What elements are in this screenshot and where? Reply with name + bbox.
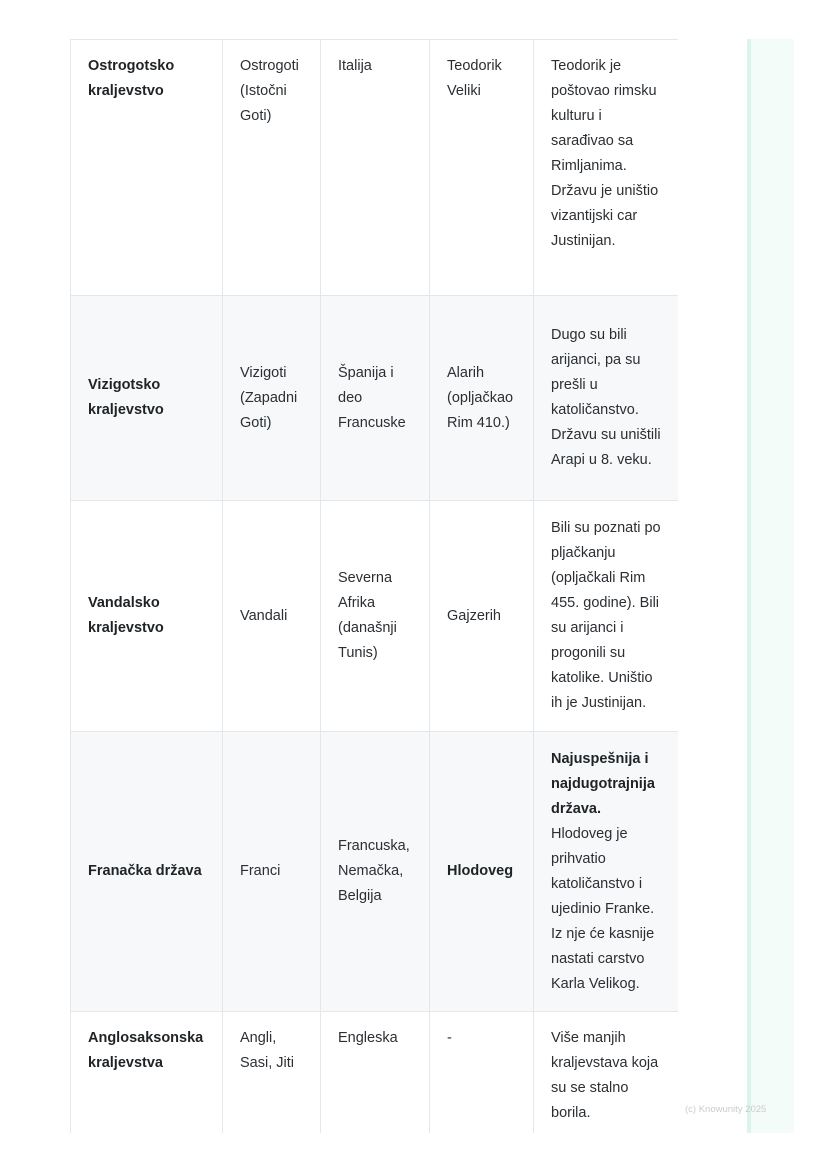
territory-cell: Španija i deo Francuske [321, 296, 430, 501]
people-cell: Franci [223, 732, 321, 1012]
note-text: Hlodoveg je prihvatio katoličanstvo i ujedinio Franke. Iz nje će kasnije nastati carstvo Karla Velikog. [551, 825, 655, 992]
table-row [71, 296, 679, 501]
people-cell: Vandali [223, 501, 321, 732]
territory-cell: Francuska, Nemačka, Belgija [321, 732, 430, 1012]
people-cell: Ostrogoti (Istočni Goti) [223, 40, 321, 296]
ruler-cell: Alarih (opljačkao Rim 410.) [430, 296, 534, 501]
table-row [71, 1012, 679, 1134]
kingdom-name-cell: Vandalsko kraljevstvo [71, 501, 223, 732]
note-cell: Više manjih kraljevstava koja su se stalno borila. [534, 1012, 679, 1134]
note-cell: Dugo su bili arijanci, pa su prešli u katoličanstvo. Državu su uništili Arapi u 8. veku. [534, 296, 679, 501]
document-page [70, 39, 678, 1133]
territory-cell: Italija [321, 40, 430, 296]
ruler-cell: Hlodoveg [430, 732, 534, 1012]
people-cell: Vizigoti (Zapadni Goti) [223, 296, 321, 501]
copyright-watermark: (c) Knowunity 2025 [685, 1104, 767, 1115]
ruler-cell: Teodorik Veliki [430, 40, 534, 296]
note-highlight: Najuspešnija i najdugotrajnija država. [551, 750, 655, 817]
table-row [71, 501, 679, 732]
kingdom-name-cell: Anglosaksonska kraljevstva [71, 1012, 223, 1134]
kingdoms-table [70, 39, 678, 1133]
ruler-cell: Gajzerih [430, 501, 534, 732]
side-margin-strip [747, 39, 794, 1133]
ruler-cell: - [430, 1012, 534, 1134]
kingdom-name-cell: Vizigotsko kraljevstvo [71, 296, 223, 501]
note-cell: Bili su poznati po pljačkanju (opljačkali Rim 455. godine). Bili su arijanci i progonili su katolike. Uništio ih je Justinijan. [534, 501, 679, 732]
table-row [71, 40, 679, 296]
people-cell: Angli, Sasi, Jiti [223, 1012, 321, 1134]
table-row [71, 732, 679, 1012]
kingdom-name-cell: Franačka država [71, 732, 223, 1012]
kingdom-name-cell: Ostrogotsko kraljevstvo [71, 40, 223, 296]
note-cell [534, 732, 679, 1012]
territory-cell: Severna Afrika (današnji Tunis) [321, 501, 430, 732]
note-cell: Teodorik je poštovao rimsku kulturu i sarađivao sa Rimljanima. Državu je uništio vizantijski car Justinijan. [534, 40, 679, 296]
territory-cell: Engleska [321, 1012, 430, 1134]
